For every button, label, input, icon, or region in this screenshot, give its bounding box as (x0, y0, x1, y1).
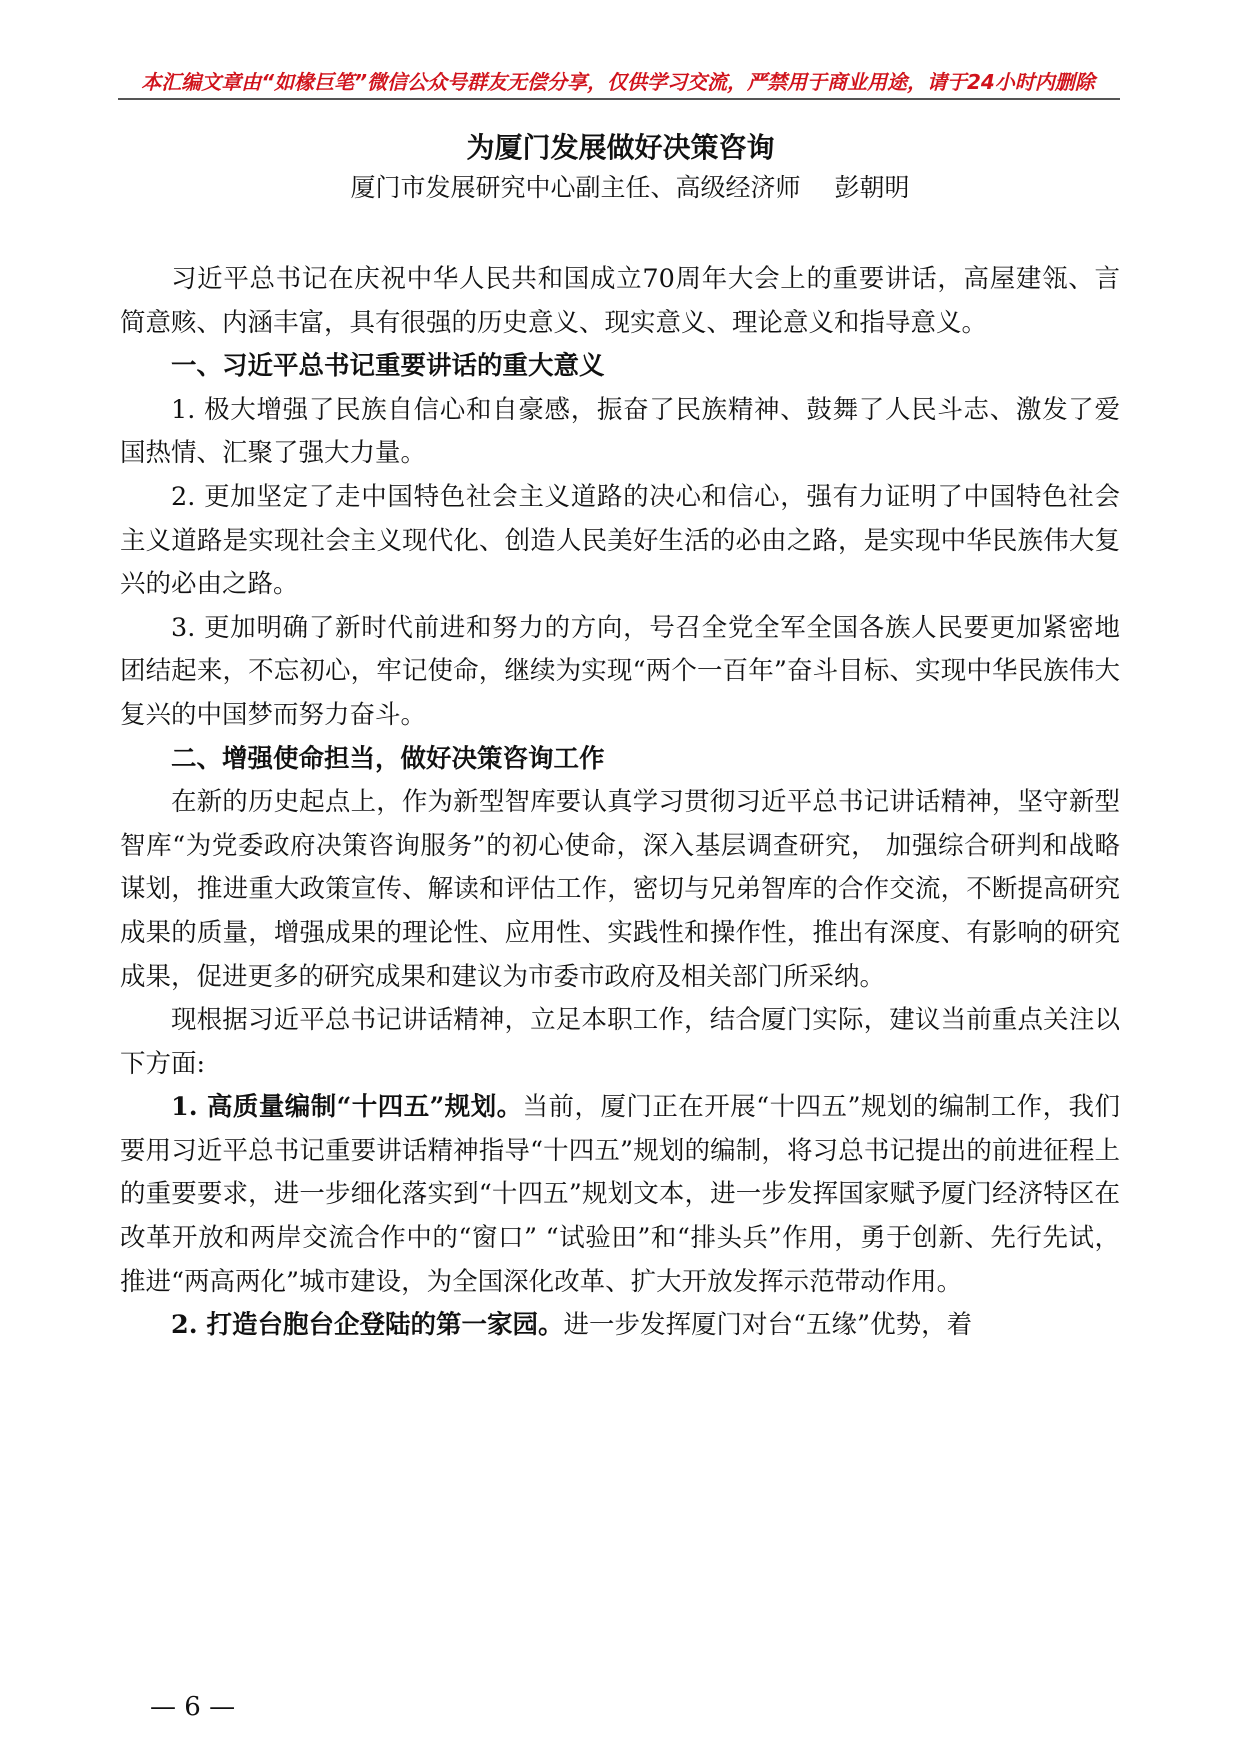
author-name: 彭朝明 (834, 173, 910, 202)
copyright-banner: 本汇编文章由“如椽巨笔”微信公众号群友无偿分享，仅供学习交流，严禁用于商业用途，请于24小时内删除 (141, 70, 1095, 94)
list-item: 2. 更加坚定了走中国特色社会主义道路的决心和信心，强有力证明了中国特色社会主义道路是实现社会主义现代化、创造人民美好生活的必由之路，是实现中华民族伟大复兴的必由之路。 (120, 481, 1120, 600)
author-line (300, 168, 960, 204)
point-paragraph-2 (120, 1304, 1120, 1348)
article-body (120, 258, 1120, 1348)
point-lead-1: 1. 高质量编制“十四五”规划。 (171, 1092, 523, 1123)
header-divider (118, 98, 1120, 100)
list-item: 1. 极大增强了民族自信心和自豪感，振奋了民族精神、鼓舞了人民斗志、激发了爱国热情、汇聚了强大力量。 (120, 394, 1120, 469)
body-paragraph: 现根据习近平总书记讲话精神，立足本职工作，结合厦门实际，建议当前重点关注以下方面: (120, 1005, 1120, 1079)
author-position: 厦门市发展研究中心副主任、高级经济师 (350, 173, 801, 202)
point-paragraph-1 (120, 1086, 1120, 1304)
article-title: 为厦门发展做好决策咨询 (466, 131, 775, 164)
page-number: — 6 — (150, 1692, 236, 1722)
point-text-1: 当前，厦门正在开展“十四五”规划的编制工作，我们要用习近平总书记重要讲话精神指导“十四五”规划的编制，将习总书记提出的前进征程上的重要要求，进一步细化落实到“十四五”规划文本，进一步发挥国家赋予厦门经济特区在改革开放和两岸交流合作中的“窗口” “试验田”和“排头兵”作用，勇于创新、先行先试，推进“两高两化”城市建设，为全国深化改革、扩大开放发挥示范带动作用。 (120, 1092, 1120, 1297)
section-heading-1: 一、习近平总书记重要讲话的重大意义 (171, 351, 605, 382)
list-item: 3. 更加明确了新时代前进和努力的方向，号召全党全军全国各族人民要更加紧密地团结起来，不忘初心，牢记使命，继续为实现“两个一百年”奋斗目标、实现中华民族伟大复兴的中国梦而努力奋斗。 (120, 612, 1120, 730)
intro-paragraph: 习近平总书记在庆祝中华人民共和国成立70周年大会上的重要讲话，高屋建瓴、言简意赅、内涵丰富，具有很强的历史意义、现实意义、理论意义和指导意义。 (120, 264, 1120, 338)
point-text-2: 进一步发挥厦门对台“五缘”优势，着 (563, 1310, 973, 1341)
point-lead-2: 2. 打造台胞台企登陆的第一家园。 (171, 1310, 564, 1341)
section-heading-2: 二、增强使命担当，做好决策咨询工作 (171, 743, 605, 774)
body-paragraph: 在新的历史起点上，作为新型智库要认真学习贯彻习近平总书记讲话精神，坚守新型智库“为党委政府决策咨询服务”的初心使命，深入基层调查研究， 加强综合研判和战略谋划，推进重大政策宣传、解读和评估工作，密切与兄弟智库的合作交流，不断提高研究成果的质量，增强成果的理论性、应用性、实践性和操作性，推出有深度、有影响的研究成果，促进更多的研究成果和建议为市委市政府及相关部门所采纳。 (120, 787, 1120, 992)
